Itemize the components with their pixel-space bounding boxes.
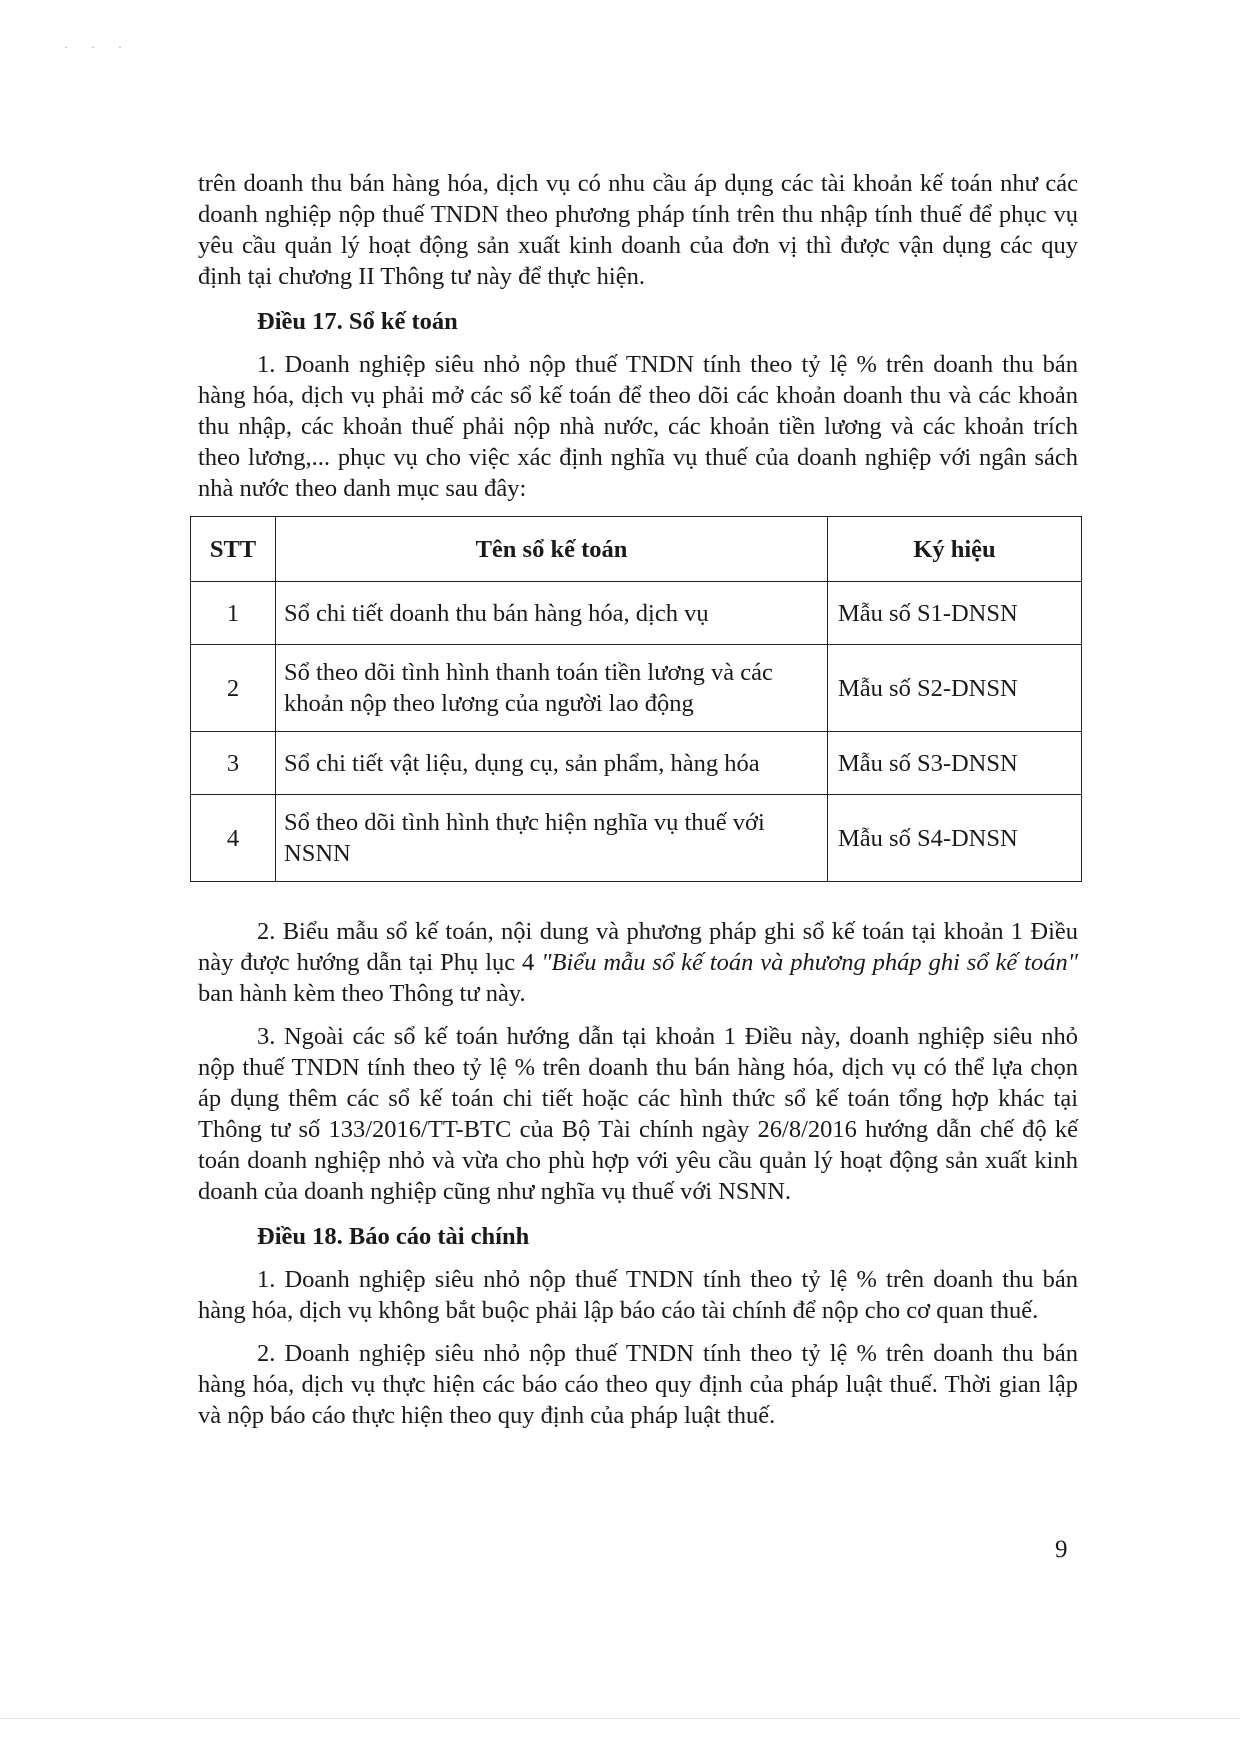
article-18-heading: Điều 18. Báo cáo tài chính xyxy=(257,1223,530,1250)
header-book-name: Tên sổ kế toán xyxy=(276,517,828,582)
scan-edge-line xyxy=(0,1718,1240,1719)
row-book-name: Sổ chi tiết doanh thu bán hàng hóa, dịch vụ xyxy=(276,582,828,645)
row-stt: 3 xyxy=(191,732,276,795)
row-stt: 1 xyxy=(191,582,276,645)
article-17-para-3: 3. Ngoài các sổ kế toán hướng dẫn tại khoản 1 Điều này, doanh nghiệp siêu nhỏ nộp thuế TNDN tính theo tỷ lệ % trên doanh thu bán hàng hóa, dịch vụ có thể lựa chọn áp dụng thêm các sổ kế toán chi tiết hoặc các hình thức sổ kế toán tổng hợp khác tại Thông tư số 133/2016/TT-BTC của Bộ Tài chính ngày 26/8/2016 hướng dẫn chế độ kế toán doanh nghiệp nhỏ và vừa cho phù hợp với yêu cầu quản lý hoạt động sản xuất kinh doanh của doanh nghiệp cũng như nghĩa vụ thuế với NSNN. xyxy=(198,1023,1078,1205)
row-book-name: Sổ chi tiết vật liệu, dụng cụ, sản phẩm, hàng hóa xyxy=(276,732,828,795)
header-stt: STT xyxy=(191,517,276,582)
row-code: Mẫu số S3-DNSN xyxy=(828,732,1082,795)
row-stt: 4 xyxy=(191,795,276,882)
article-17-para-2 xyxy=(198,916,1078,1009)
table-row xyxy=(191,795,1082,882)
row-code: Mẫu số S1-DNSN xyxy=(828,582,1082,645)
article-18-para-1: 1. Doanh nghiệp siêu nhỏ nộp thuế TNDN tính theo tỷ lệ % trên doanh thu bán hàng hóa, dịch vụ không bắt buộc phải lập báo cáo tài chính để nộp cho cơ quan thuế. xyxy=(198,1266,1078,1324)
row-code: Mẫu số S4-DNSN xyxy=(828,795,1082,882)
row-code: Mẫu số S2-DNSN xyxy=(828,645,1082,732)
para-2-text-a: 2. Biểu mẫu sổ kế toán, nội dung và phương pháp ghi sổ kế toán tại khoản 1 Điều này được hướng dẫn tại Phụ lục 4 xyxy=(198,918,1078,976)
header-code: Ký hiệu xyxy=(828,517,1082,582)
table-row xyxy=(191,732,1082,795)
row-stt: 2 xyxy=(191,645,276,732)
appendix-title: "Biểu mẫu sổ kế toán và phương pháp ghi sổ kế toán" xyxy=(541,949,1079,976)
article-18-para-2: 2. Doanh nghiệp siêu nhỏ nộp thuế TNDN tính theo tỷ lệ % trên doanh thu bán hàng hóa, dịch vụ thực hiện các báo cáo theo quy định của pháp luật thuế. Thời gian lập và nộp báo cáo thực hiện theo quy định của pháp luật thuế. xyxy=(198,1340,1078,1429)
row-book-name: Sổ theo dõi tình hình thanh toán tiền lương và các khoản nộp theo lương của người lao động xyxy=(276,645,828,732)
article-17-para-1: 1. Doanh nghiệp siêu nhỏ nộp thuế TNDN tính theo tỷ lệ % trên doanh thu bán hàng hóa, dịch vụ phải mở các sổ kế toán để theo dõi các khoản doanh thu và các khoản thu nhập, các khoản thuế phải nộp nhà nước, các khoản tiền lương và các khoản trích theo lương,... phục vụ cho việc xác định nghĩa vụ thuế của doanh nghiệp với ngân sách nhà nước theo danh mục sau đây: xyxy=(198,351,1078,502)
para-2-text-b: ban hành kèm theo Thông tư này. xyxy=(198,980,526,1007)
table-row xyxy=(191,582,1082,645)
accounting-books-table xyxy=(190,516,1082,882)
table-row xyxy=(191,645,1082,732)
article-17-heading: Điều 17. Sổ kế toán xyxy=(257,308,458,335)
row-book-name: Sổ theo dõi tình hình thực hiện nghĩa vụ thuế với NSNN xyxy=(276,795,828,882)
intro-paragraph: trên doanh thu bán hàng hóa, dịch vụ có nhu cầu áp dụng các tài khoản kế toán như các doanh nghiệp nộp thuế TNDN theo phương pháp tính trên thu nhập tính thuế để phục vụ yêu cầu quản lý hoạt động sản xuất kinh doanh của đơn vị thì được vận dụng các quy định tại chương II Thông tư này để thực hiện. xyxy=(198,170,1078,290)
table-header-row xyxy=(191,517,1082,582)
scan-speckles: · · · xyxy=(64,40,132,54)
document-page xyxy=(198,168,1078,1443)
page-number: 9 xyxy=(1055,1536,1068,1563)
